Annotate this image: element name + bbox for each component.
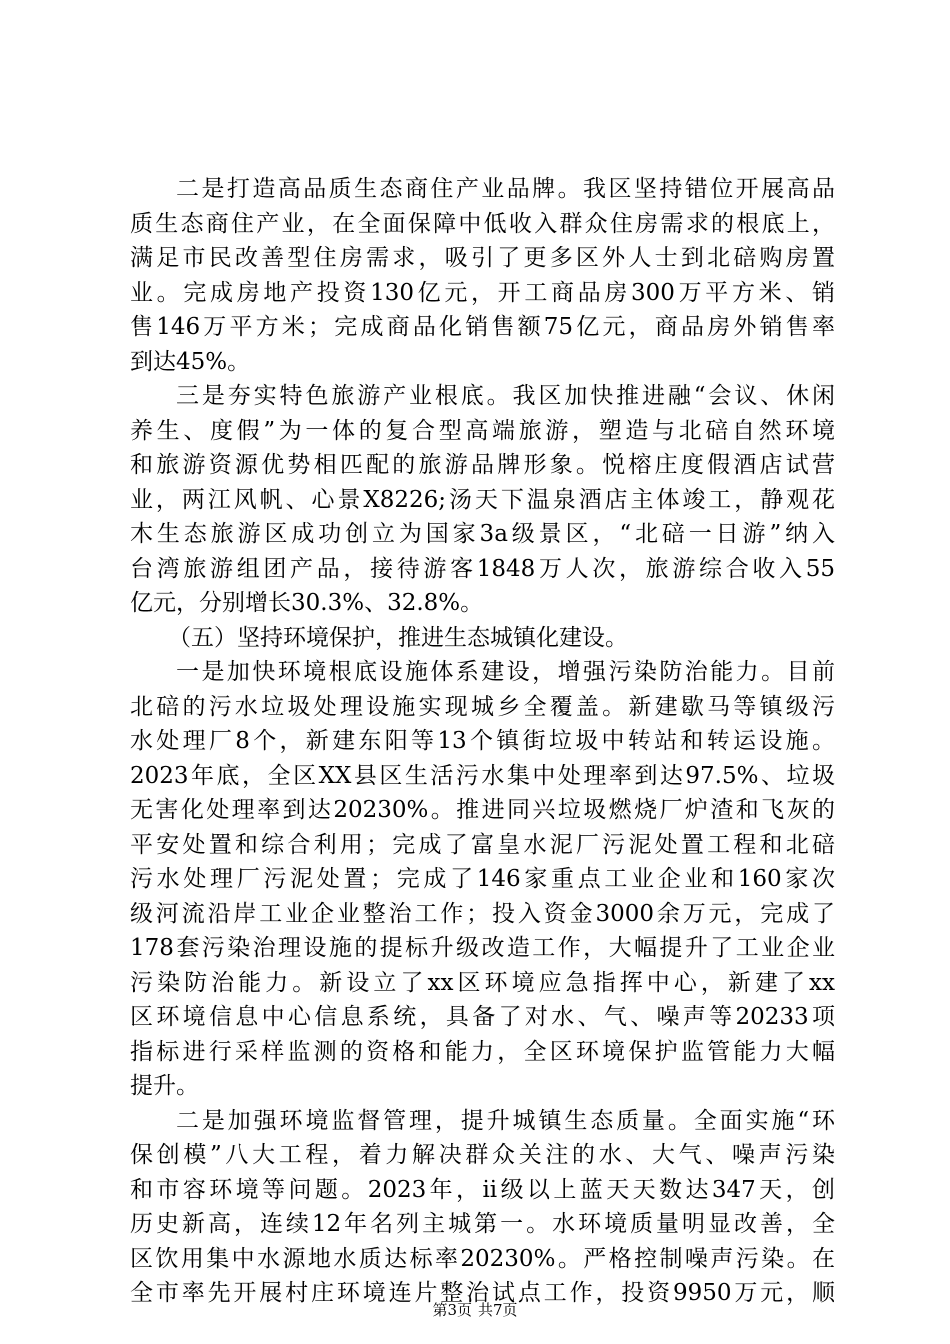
paragraph-line: 木生态旅游区成功创立为国家3a级景区，“北碚一日游”纳入 [130,521,835,547]
paragraph-line: 三是夯实特色旅游产业根底。我区加快推进融“会议、休闲 [176,383,835,409]
paragraph-line: 售146万平方米；完成商品化销售额75亿元，商品房外销售率 [130,314,835,340]
paragraph-line: 质生态商住产业，在全面保障中低收入群众住房需求的根底上， [130,210,835,237]
paragraph-line: 到达45%。 [130,348,251,375]
paragraph-line: 养生、度假”为一体的复合型高端旅游，塑造与北碚自然环境 [130,417,835,444]
paragraph-line: 保创模”八大工程，着力解决群众关注的水、大气、噪声污染 [130,1142,835,1168]
paragraph-line: 区环境信息中心信息系统，具备了对水、气、噪声等20233项 [130,1004,835,1030]
paragraph-line: 全市率先开展村庄环境连片整治试点工作，投资9950万元，顺 [130,1280,835,1306]
paragraph-line: 和旅游资源优势相匹配的旅游品牌形象。悦榕庄度假酒店试营 [130,452,835,478]
paragraph-line: 业。完成房地产投资130亿元，开工商品房300万平方米、销 [130,279,835,306]
paragraph-line: 污染防治能力。新设立了xx区环境应急指挥中心，新建了xx [130,969,835,996]
paragraph-line: 一是加快环境根底设施体系建设，增强污染防治能力。目前 [176,659,835,685]
paragraph-line: 水处理厂8个，新建东阳等13个镇街垃圾中转站和转运设施。 [130,728,835,754]
paragraph-line: 无害化处理率到达20230%。推进同兴垃圾燃烧厂炉渣和飞灰的 [130,797,835,823]
paragraph-line: 178套污染治理设施的提标升级改造工作，大幅提升了工业企业 [130,935,835,961]
paragraph-line: 亿元，分别增长30.3%、32.8%。 [130,590,484,616]
paragraph-line: 二是打造高品质生态商住产业品牌。我区坚持错位开展高品 [176,176,835,202]
section-heading: （五）坚持环境保护，推进生态城镇化建设。 [168,624,628,651]
page-footer [0,1300,950,1320]
page-number: 第3页 [432,1301,472,1319]
paragraph-line: 平安处置和综合利用；完成了富皇水泥厂污泥处置工程和北碚 [130,831,835,858]
paragraph-line: 级河流沿岸工业企业整治工作；投入资金3000余万元，完成了 [130,900,835,927]
body-text [130,172,835,1311]
paragraph-line: 满足市民改善型住房需求，吸引了更多区外人士到北碚购房置 [130,245,835,271]
paragraph-line: 北碚的污水垃圾处理设施实现城乡全覆盖。新建歇马等镇级污 [130,693,835,720]
paragraph-line: 区饮用集中水源地水质达标率20230%。严格控制噪声污染。在 [130,1245,835,1272]
paragraph-line: 污水处理厂污泥处置；完成了146家重点工业企业和160家次 [130,866,835,892]
paragraph-line: 指标进行采样监测的资格和能力，全区环境保护监管能力大幅 [130,1038,835,1065]
page-total: 共7页 [478,1301,518,1319]
paragraph-line: 二是加强环境监督管理，提升城镇生态质量。全面实施“环 [176,1107,835,1134]
paragraph-line: 2023年底，全区XX县区生活污水集中处理率到达97.5%、垃圾 [130,762,835,789]
paragraph-line: 台湾旅游组团产品，接待游客1848万人次，旅游综合收入55 [130,555,835,582]
paragraph-line: 业，两江风帆、心景X8226;汤天下温泉酒店主体竣工，静观花 [130,486,835,513]
paragraph-line: 历史新高，连续12年名列主城第一。水环境质量明显改善，全 [130,1211,835,1237]
paragraph-line: 提升。 [130,1073,199,1099]
paragraph-line: 和市容环境等问题。2023年，ii级以上蓝天天数达347天，创 [130,1176,835,1203]
